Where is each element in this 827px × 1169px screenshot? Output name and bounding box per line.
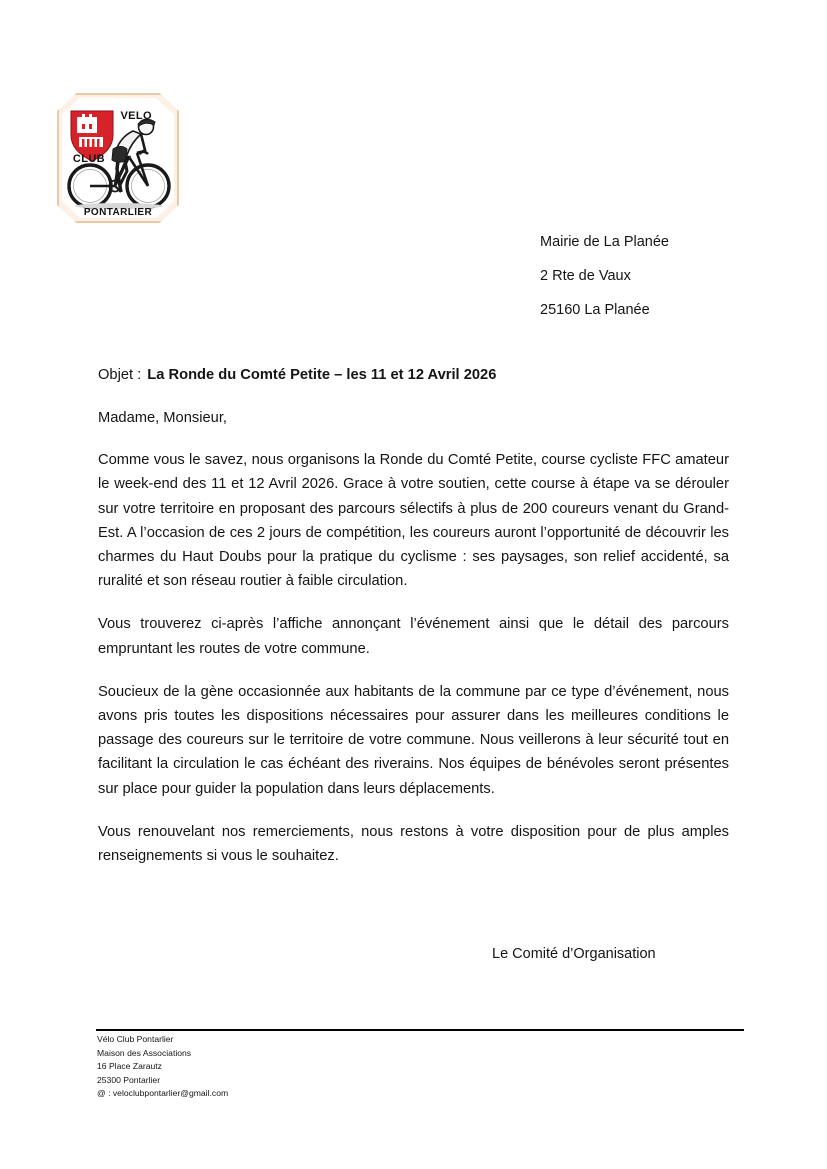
footer-contact-block [97, 1033, 228, 1101]
body-paragraph: Vous renouvelant nos remerciements, nous restons à votre disposition pour de plus amples renseignements si vous le souhaitez. [98, 823, 729, 865]
signature: Le Comité d’Organisation [492, 946, 656, 962]
body-paragraph: Vous trouverez ci-après l’affiche annonçant l’événement ainsi que le détail des parcours empruntant les routes de votre commune. [98, 616, 729, 657]
salutation: Madame, Monsieur, [98, 410, 227, 426]
subject-label: Objet : [98, 367, 142, 383]
rider-figure [112, 119, 155, 192]
logo-word-club: CLUB [72, 152, 106, 165]
body-paragraph: Soucieux de la gène occasionnée aux habitants de la commune par ce type d’événement, nous avons pris toutes les dispositions nécessaires pour assurer dans les meilleures conditions le passage des coureurs sur le territoire de votre commune. Nous veillerons à leur sécurité tout en facilitant la circulation le cas échéant des riverains. Nos équipes de bénévoles seront présentes sur place pour guider la population dans leurs déplacements. [98, 683, 729, 797]
logo-word-velo: VELO [120, 109, 152, 122]
subject-line [98, 364, 729, 386]
footer-line: @ : veloclubpontarlier@gmail.com [97, 1088, 229, 1099]
letter-body [98, 364, 729, 868]
address-line: 2 Rte de Vaux [540, 268, 631, 284]
recipient-address [540, 225, 669, 327]
logo-word-pontarlier: PONTARLIER [83, 206, 153, 218]
velo-club-pontarlier-logo [57, 93, 179, 223]
footer-divider [96, 1029, 744, 1031]
subject-value: La Ronde du Comté Petite – les 11 et 12 Avril 2026 [147, 367, 497, 383]
footer-line: Vélo Club Pontarlier [97, 1034, 174, 1044]
address-line: Mairie de La Planée [540, 234, 669, 250]
footer-line: 16 Place Zarautz [97, 1061, 162, 1072]
footer-line: Maison des Associations [97, 1047, 192, 1058]
body-paragraph: Comme vous le savez, nous organisons la Ronde du Comté Petite, course cycliste FFC amateur le week-end des 11 et 12 Avril 2026. Grace à votre soutien, cette course à étape va se dérouler sur votre territoire en proposant des parcours sélectifs à plus de 200 coureurs venant du Grand-Est. A l’occasion de ces 2 jours de compétition, les coureurs auront l’opportunité de découvrir les charmes du Haut Doubs pour la pratique du cyclisme : ses paysages, son relief accidenté, sa ruralité et son réseau routier à faible circulation. [98, 452, 729, 590]
address-line: 25160 La Planée [540, 302, 650, 318]
footer-line: 25300 Pontarlier [97, 1074, 161, 1085]
